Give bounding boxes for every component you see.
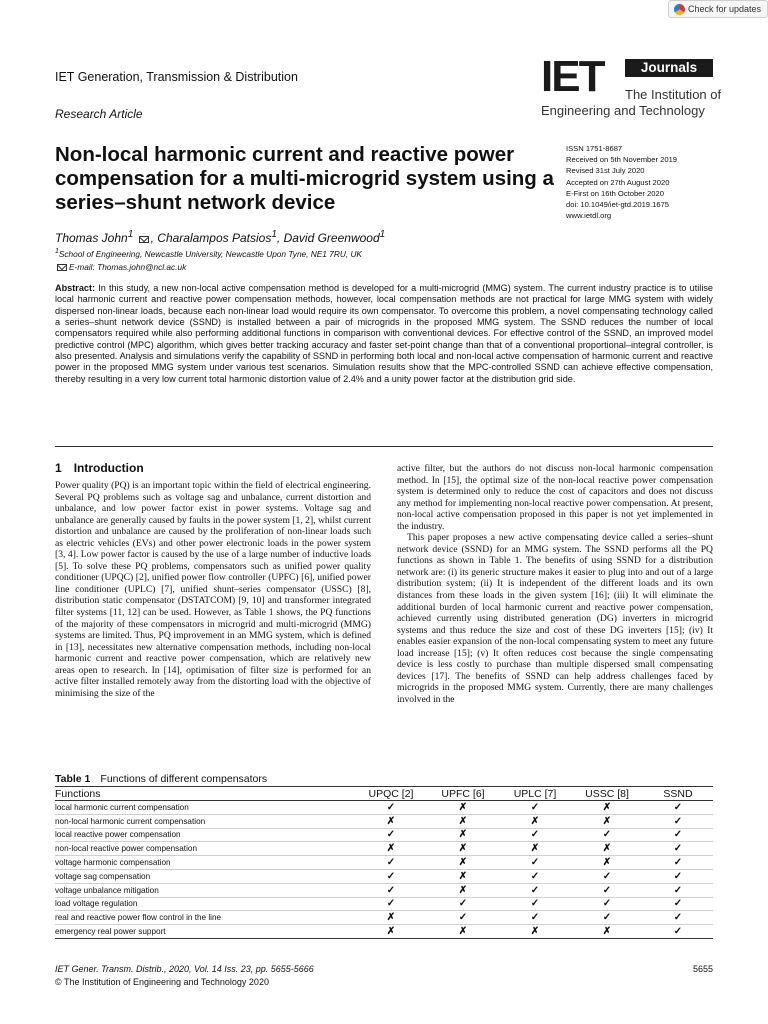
column-header: UPFC [6] (427, 787, 499, 801)
author-sep-2: , (276, 231, 284, 245)
support-mark-cell: ✓ (571, 828, 643, 842)
issn: ISSN 1751-8687 (566, 144, 623, 153)
column-header: Functions (55, 787, 355, 801)
support-mark-cell: ✗ (427, 883, 499, 897)
body-column-right (397, 463, 713, 705)
body-paragraph: active filter, but the authors do not discuss non-local harmonic compensation method. In [15], the optimal size of the non-local reactive power compensation system is determined only to reduce the cost of capacitors and does not discuss any method for implementing non-local reactive power compensation. At present, non-local active compensation proposed in this paper is not yet implemented in the industry. (397, 463, 713, 532)
table-row (55, 897, 713, 911)
article-metadata (566, 143, 736, 221)
support-mark-cell: ✗ (427, 842, 499, 856)
doi[interactable]: doi: 10.1049/iet-gtd.2019.1675 (566, 200, 670, 210)
support-mark-cell: ✗ (499, 814, 571, 828)
abstract (55, 283, 713, 385)
function-name-cell: emergency real power support (55, 925, 355, 939)
table-row (55, 828, 713, 842)
footer-citation-text: IET Gener. Transm. Distrib., 2020, Vol. 14 Iss. 23, pp. 5655-5666 (55, 964, 314, 974)
support-mark-cell: ✓ (499, 856, 571, 870)
table-row (55, 814, 713, 828)
support-mark-cell: ✓ (355, 869, 427, 883)
support-mark-cell: ✓ (499, 883, 571, 897)
support-mark-cell: ✓ (499, 828, 571, 842)
support-mark-cell: ✗ (427, 925, 499, 939)
email-envelope-icon[interactable] (139, 236, 149, 243)
ietdl-link[interactable]: www.ietdl.org (566, 211, 612, 221)
function-name-cell: non-local reactive power compensation (55, 842, 355, 856)
support-mark-cell: ✗ (427, 828, 499, 842)
support-mark-cell: ✗ (499, 842, 571, 856)
support-mark-cell: ✗ (355, 842, 427, 856)
section-title: Introduction (73, 461, 144, 475)
function-name-cell: local harmonic current compensation (55, 801, 355, 815)
support-mark-cell: ✗ (571, 842, 643, 856)
support-mark-cell: ✓ (643, 925, 713, 939)
support-mark-cell: ✓ (571, 869, 643, 883)
revised-date: Revised 31st July 2020 (566, 166, 645, 176)
function-name-cell: voltage unbalance mitigation (55, 883, 355, 897)
author-1[interactable]: Thomas John (55, 231, 128, 245)
table-label: Table 1 (55, 773, 91, 785)
support-mark-cell: ✗ (427, 814, 499, 828)
iet-journals-logo (541, 52, 722, 121)
corresponding-email (55, 262, 186, 272)
author-3-affil: 1 (379, 229, 386, 240)
author-sep-1: , (150, 231, 158, 245)
support-mark-cell: ✓ (643, 856, 713, 870)
check-for-updates-label: Check for updates (688, 4, 762, 14)
author-1-affil: 1 (127, 229, 134, 240)
check-for-updates-button[interactable] (668, 0, 768, 18)
table-row (55, 801, 713, 815)
function-name-cell: real and reactive power flow control in the line (55, 911, 355, 925)
footer-citation (55, 964, 314, 974)
accepted-date: Accepted on 27th August 2020 (566, 177, 670, 187)
support-mark-cell: ✓ (571, 897, 643, 911)
support-mark-cell: ✓ (355, 897, 427, 911)
efirst-date: E-First on 16th October 2020 (566, 188, 664, 198)
support-mark-cell: ✗ (571, 925, 643, 939)
affiliation-text: School of Engineering, Newcastle University, Newcastle Upon Tyne, NE1 7RU, UK (58, 248, 362, 259)
support-mark-cell: ✗ (571, 856, 643, 870)
support-mark-cell: ✓ (355, 801, 427, 815)
column-header: UPLC [7] (499, 787, 571, 801)
footer-copyright: © The Institution of Engineering and Technology 2020 (55, 977, 269, 987)
support-mark-cell: ✓ (571, 883, 643, 897)
table-caption (55, 773, 267, 785)
support-mark-cell: ✓ (643, 883, 713, 897)
function-name-cell: voltage harmonic compensation (55, 856, 355, 870)
support-mark-cell: ✗ (427, 856, 499, 870)
iet-logo-mark: IET (541, 52, 604, 101)
journals-banner: Journals (625, 59, 713, 77)
support-mark-cell: ✓ (643, 801, 713, 815)
function-name-cell: non-local harmonic current compensation (55, 814, 355, 828)
support-mark-cell: ✗ (355, 925, 427, 939)
table-row (55, 911, 713, 925)
support-mark-cell: ✓ (643, 911, 713, 925)
support-mark-cell: ✓ (499, 897, 571, 911)
support-mark-cell: ✗ (355, 911, 427, 925)
crossmark-icon (674, 4, 685, 15)
table-caption-text: Functions of different compensators (100, 773, 268, 785)
column-header: USSC [8] (571, 787, 643, 801)
table-row (55, 842, 713, 856)
affiliation (55, 248, 362, 259)
compensator-functions-table (55, 786, 713, 939)
function-name-cell: local reactive power compensation (55, 828, 355, 842)
support-mark-cell: ✓ (355, 856, 427, 870)
affiliation-marker: 1 (55, 248, 59, 255)
abstract-text: In this study, a new non-local active compensation method is developed for a multi-microgrid (MMG) system. The current industry practice is to utilise local harmonic current and reactive power compensation methods, however, local compensation methods are not practical for large MMG system with widely dispersed non-linear loads, because each non-linear load would require its own compensator. To overcome this problem, a novel compensating technology called a series–shunt network device (SSND) is installed between a pair of microgrids in the proposed MMG system. The SSND reduces the number of local compensators required while also performing additional functions in comparison with conventional devices. For effective control of the SSND, an improved model predictive control (MPC) algorithm, which gives better tracking accuracy and faster set-point change than that of a conventional proportional–integral controller, is also presented. Analysis and simulations verify the capability of SSND in performing both local and non-local active compensation of harmonic current and reactive power in the proposed MMG system under various test scenarios. Simulation results show that the MPC-controlled SSND can achieve effective compensation, thereby resulting in a very low current total harmonic distortion value of 2.4% and a unity power factor at the distribution grid side. (55, 283, 713, 384)
support-mark-cell: ✓ (499, 869, 571, 883)
support-mark-cell: ✗ (571, 814, 643, 828)
support-mark-cell: ✓ (499, 801, 571, 815)
section-number: 1 (55, 461, 62, 475)
support-mark-cell: ✗ (427, 801, 499, 815)
support-mark-cell: ✓ (355, 883, 427, 897)
support-mark-cell: ✓ (427, 897, 499, 911)
support-mark-cell: ✓ (643, 897, 713, 911)
support-mark-cell: ✓ (643, 828, 713, 842)
support-mark-cell: ✓ (499, 911, 571, 925)
body-column-left (55, 480, 371, 699)
page-number: 5655 (692, 964, 713, 974)
support-mark-cell: ✗ (427, 869, 499, 883)
author-3[interactable]: David Greenwood (283, 231, 380, 245)
column-header: UPQC [2] (355, 787, 427, 801)
abstract-divider (55, 446, 713, 447)
institution-line-2: Engineering and Technology (541, 103, 705, 118)
function-name-cell: voltage sag compensation (55, 869, 355, 883)
table-row (55, 869, 713, 883)
support-mark-cell: ✓ (571, 911, 643, 925)
support-mark-cell: ✓ (643, 814, 713, 828)
article-type: Research Article (55, 107, 143, 121)
support-mark-cell: ✗ (499, 925, 571, 939)
envelope-icon (57, 264, 67, 271)
author-list (55, 229, 385, 245)
section-heading-introduction (55, 461, 144, 475)
abstract-label: Abstract: (55, 283, 96, 293)
paper-title: Non-local harmonic current and reactive power compensation for a multi-microgrid system using a series–shunt network device (55, 143, 554, 214)
support-mark-cell: ✓ (643, 869, 713, 883)
body-paragraph: This paper proposes a new active compensating device called a series–shunt network device (SSND) for an MMG system. The SSND performs all the PQ functions as shown in Table 1. The benefits of using SSND for a distribution network are: (i) its generic structure makes it easier to plug into and out of a large distribution system; (ii) It is independent of the different loads and its own distances from these loads in the given system [16]; (iii) It will eliminate the additional burden of local harmonic current and reactive power compensation, achieved currently using distributed generation (DG) inverters in microgrid systems and thus reduce the size and cost of these DG inverters [15]; (iv) It enables easier expansion of the non-local compensating system to meet any future load increase [15]; (v) It often reduces cost because the single compensating device is less costly to purchase than multiple dispersed small compensating devices [17]. The benefits of SSND can help address challenges faced by microgrids in the proposed MMG system. Currently, there are many challenges involved in the (397, 532, 713, 705)
journal-name: IET Generation, Transmission & Distribution (55, 70, 298, 84)
body-paragraph: Power quality (PQ) is an important topic within the field of electrical engineering. Several PQ problems such as voltage sag and unbalance, current distortion and unbalance, and low power factor exist in power systems. Voltage sag and unbalance are generally caused by faults in the power system [1, 2], whilst current distortion and unbalance are caused by the proliferation of non-linear loads such as electric vehicles (EVs) and other power electronic loads in the power system [3, 4]. Low power factor is caused by the use of a large number of inductive loads [5]. To solve these PQ problems, compensators such as unified power quality conditioner (UPQC) [2], unified power flow controller (UPFC) [6], unified power line conditioner (UPLC) [7], unified shunt–series compensator (USSC) [8], distribution static compensator (DSTATCOM) [9, 10] and transformer integrated filter systems [11, 12] can be used. However, as Table 1 shows, the PQ functions of the majority of these compensators in microgrid and multi-microgrid (MMG) systems are limited. Thus, PQ improvement in an MMG system, which is defined in [13], necessitates new alternative compensation methods, including non-local harmonic current and reactive power compensation, which are relatively new areas open to research. In [14], optimisation of filter size is performed for an active filter installed remotely away from the distorting load with the objective of minimising the size of the (55, 480, 371, 699)
author-2-affil: 1 (271, 229, 277, 240)
support-mark-cell: ✓ (427, 911, 499, 925)
table-row (55, 856, 713, 870)
function-name-cell: load voltage regulation (55, 897, 355, 911)
support-mark-cell: ✗ (571, 801, 643, 815)
institution-line-1: The Institution of (625, 87, 722, 102)
table-row (55, 925, 713, 939)
author-2[interactable]: Charalampos Patsios (157, 231, 272, 245)
received-date: Received on 5th November 2019 (566, 155, 678, 165)
email-text[interactable]: E-mail: Thomas.john@ncl.ac.uk (69, 262, 187, 272)
table-header-row (55, 787, 713, 801)
support-mark-cell: ✗ (355, 814, 427, 828)
column-header: SSND (643, 787, 713, 801)
table-row (55, 883, 713, 897)
support-mark-cell: ✓ (643, 842, 713, 856)
support-mark-cell: ✓ (355, 828, 427, 842)
